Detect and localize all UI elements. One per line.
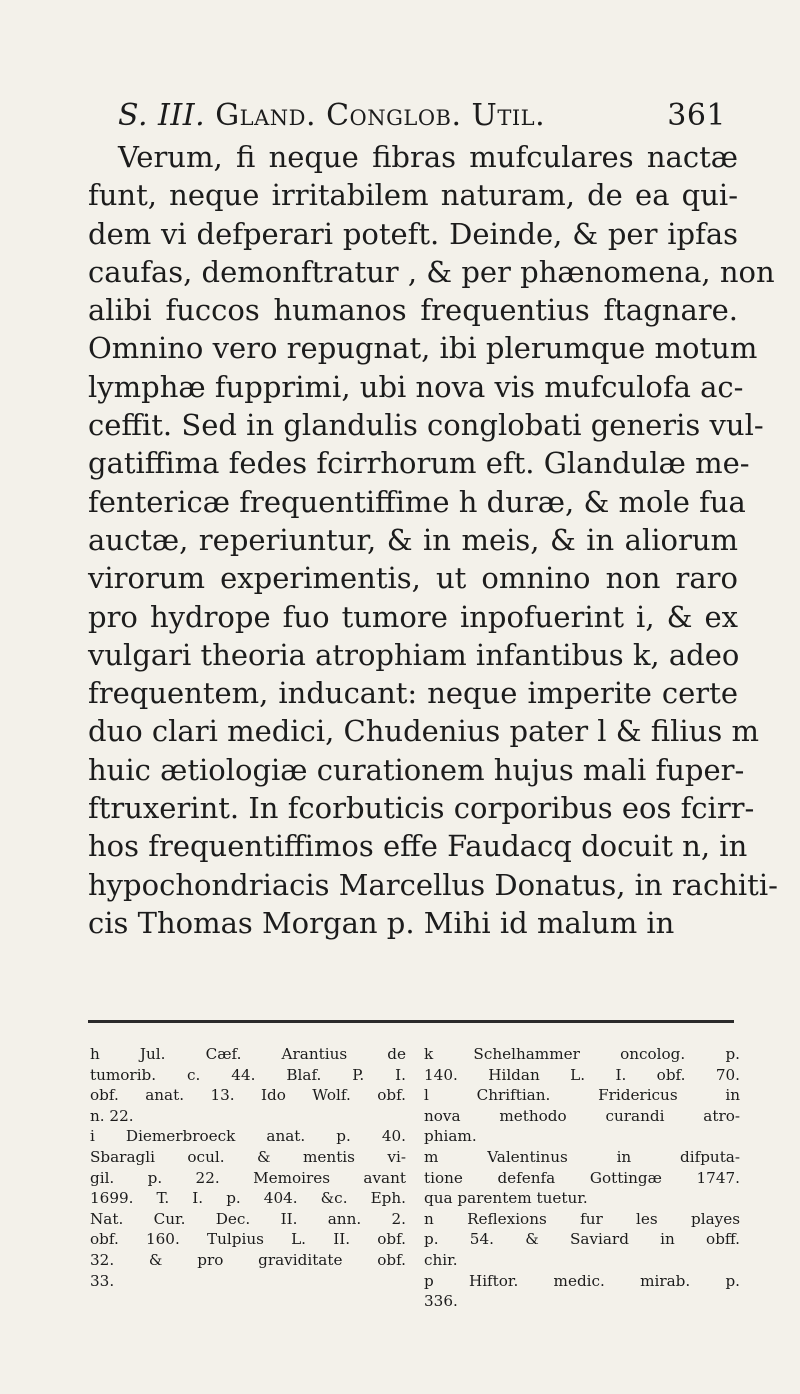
footnote-line: 32. & pro graviditate obf. bbox=[90, 1250, 406, 1269]
footnote-line: n. 22. bbox=[90, 1106, 134, 1125]
text-line: duo clari medici, Chudenius pater l & filius m bbox=[88, 714, 759, 749]
footnote-line: p Hiftor. medic. mirab. p. bbox=[424, 1271, 740, 1290]
text-line: dem vi defperari poteft. Deinde, & per ipfas bbox=[88, 216, 738, 251]
footnote-line: obf. 160. Tulpius L. II. obf. bbox=[90, 1230, 406, 1249]
main-text bbox=[88, 138, 778, 942]
text-line: ceffit. Sed in glandulis conglobati generis vul- bbox=[88, 408, 764, 443]
footnote-line: 140. Hildan L. I. obf. 70. bbox=[424, 1065, 740, 1084]
footnote-line: obf. anat. 13. Ido Wolf. obf. bbox=[90, 1086, 406, 1105]
text-line: auctæ, reperiuntur, & in meis, & in aliorum bbox=[88, 522, 738, 557]
text-line: Omnino vero repugnat, ibi plerumque motum bbox=[88, 331, 758, 366]
footnote-line: Nat. Cur. Dec. II. ann. 2. bbox=[90, 1209, 406, 1228]
text-line: funt, neque irritabilem naturam, de ea qui- bbox=[88, 178, 738, 213]
text-line: vulgari theoria atrophiam infantibus k, adeo bbox=[88, 637, 740, 672]
footnote-line: 33. bbox=[90, 1271, 115, 1290]
text-line: huic ætiologiæ curationem hujus mali fuper- bbox=[88, 752, 745, 787]
text-line: fentericæ frequentiffime h duræ, & mole fua bbox=[88, 484, 746, 519]
footnote-line: 336. bbox=[424, 1292, 458, 1311]
footnotes-left-column bbox=[90, 1044, 406, 1291]
footnote-line: 1699. T. I. p. 404. &c. Eph. bbox=[90, 1189, 406, 1208]
text-line: cis Thomas Morgan p. Mihi id malum in bbox=[88, 905, 675, 940]
footnote-line: i Diemerbroeck anat. p. 40. bbox=[90, 1127, 406, 1146]
text-line: gatiffima fedes fcirrhorum eft. Glandulæ me- bbox=[88, 446, 750, 481]
footnote-line: Sbaragli ocul. & mentis vi- bbox=[90, 1147, 406, 1166]
text-line: lymphæ fupprimi, ubi nova vis mufculofa ac- bbox=[88, 369, 744, 404]
text-line: Verum, fi neque fibras mufculares nactæ bbox=[118, 140, 738, 174]
text-line: pro hydrope fuo tumore inpofuerint i, & ex bbox=[88, 599, 738, 634]
footnote-divider bbox=[88, 1020, 734, 1023]
text-line: frequentem, inducant: neque imperite certe bbox=[88, 676, 738, 711]
footnote-line: k Schelhammer oncolog. p. bbox=[424, 1045, 740, 1063]
footnote-line: n Reflexions fur les playes bbox=[424, 1209, 740, 1228]
footnotes-right-column bbox=[424, 1044, 740, 1312]
text-line: hypochondriacis Marcellus Donatus, in rachiti- bbox=[88, 867, 778, 902]
footnote-line: chir. bbox=[424, 1250, 458, 1269]
footnote-line: tumorib. c. 44. Blaf. P. I. bbox=[90, 1065, 406, 1084]
footnote-line: gil. p. 22. Memoires avant bbox=[90, 1168, 406, 1187]
footnote-line: l Chriftian. Fridericus in bbox=[424, 1086, 740, 1105]
footnote-line: nova methodo curandi atro- bbox=[424, 1106, 740, 1125]
running-head bbox=[118, 96, 726, 136]
text-line: caufas, demonftratur , & per phænomena, non bbox=[88, 254, 775, 289]
text-line: ftruxerint. In fcorbuticis corporibus eos fcirr- bbox=[88, 791, 755, 826]
footnote-line: h Jul. Cæf. Arantius de bbox=[90, 1045, 406, 1063]
footnote-line: m Valentinus in difputa- bbox=[424, 1147, 740, 1166]
footnote-line: tione defenfa Gottingæ 1747. bbox=[424, 1168, 740, 1187]
page-number: 361 bbox=[667, 98, 726, 133]
text-line: hos frequentiffimos effe Faudacq docuit n, in bbox=[88, 829, 748, 864]
text-line: virorum experimentis, ut omnino non raro bbox=[88, 561, 738, 596]
text-line: alibi fuccos humanos frequentius ftagnare. bbox=[88, 293, 738, 328]
footnote-line: qua parentem tuetur. bbox=[424, 1189, 588, 1208]
footnote-line: phiam. bbox=[424, 1127, 477, 1146]
footnote-line: p. 54. & Saviard in obff. bbox=[424, 1230, 740, 1249]
section-label: S. III. bbox=[118, 98, 206, 133]
chapter-title: Gland. Conglob. Util. bbox=[215, 98, 546, 133]
